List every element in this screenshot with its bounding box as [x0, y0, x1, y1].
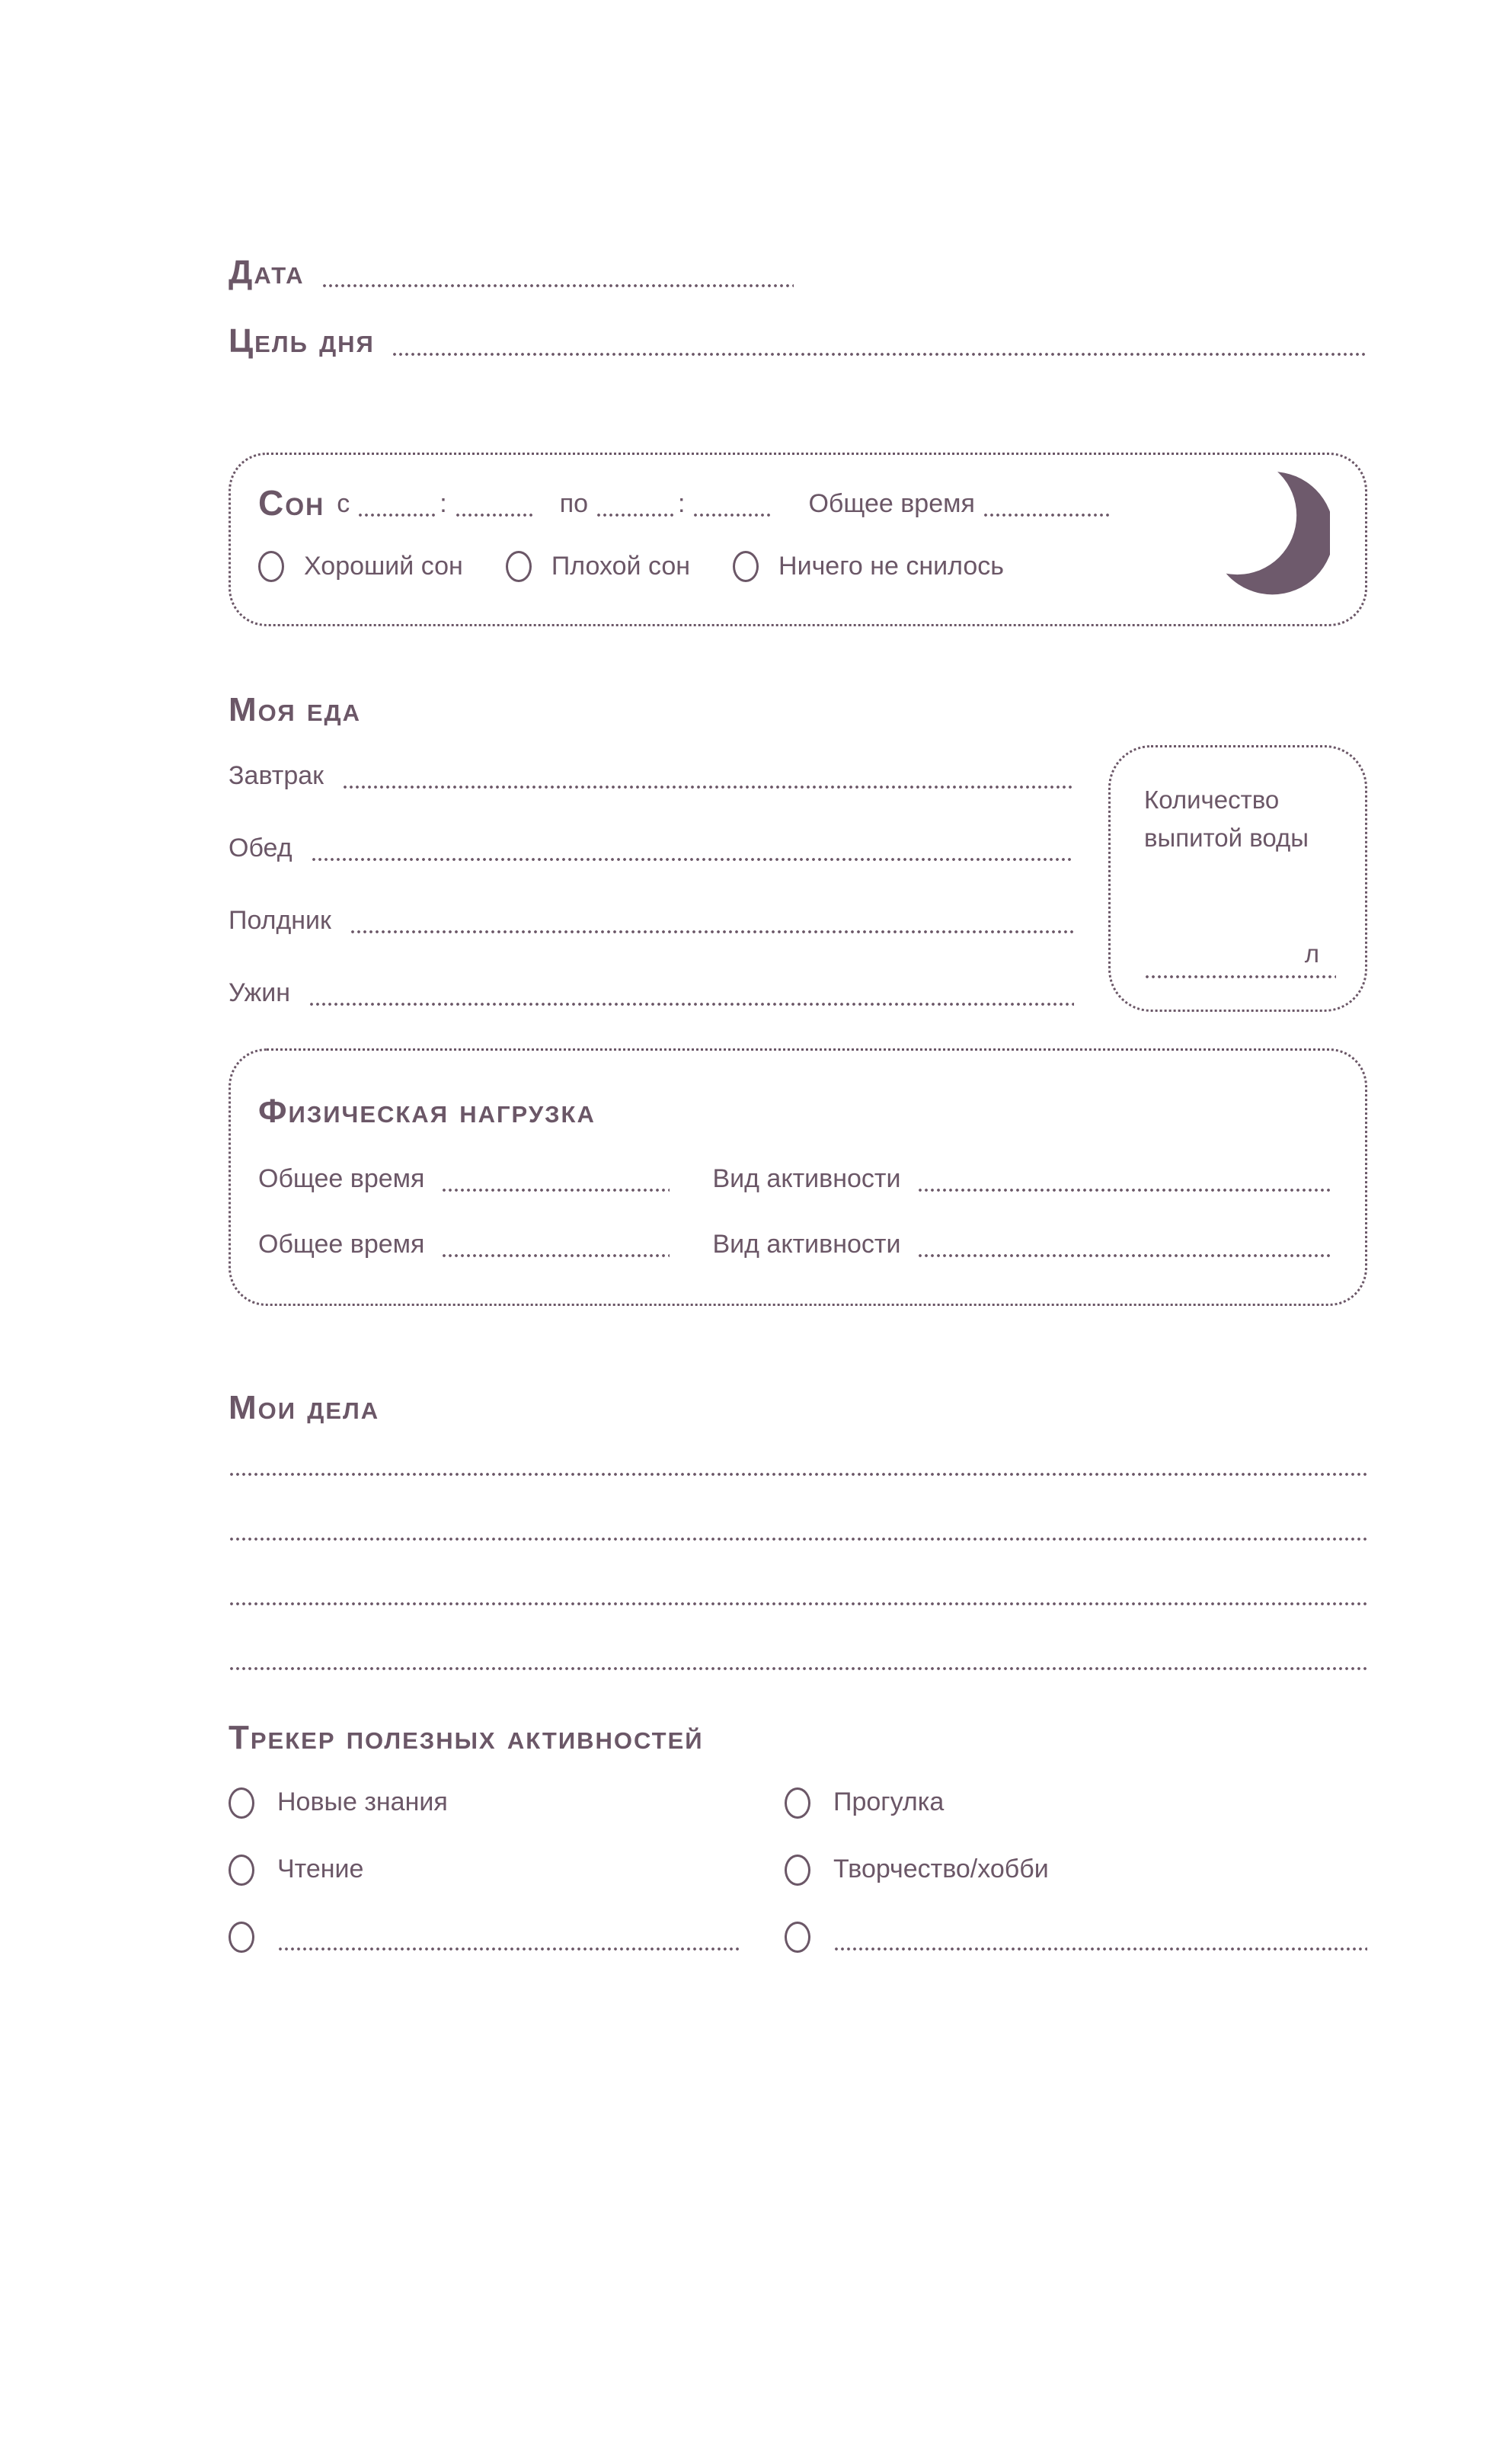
walk-radio[interactable]: [785, 1787, 810, 1819]
sleep-option-good: [258, 551, 463, 582]
activity-type-label: Вид активности: [712, 1229, 901, 1259]
reading-label: Чтение: [277, 1855, 364, 1884]
custom-activity-radio-right[interactable]: [785, 1922, 810, 1953]
activity-time-line-2[interactable]: [441, 1249, 670, 1258]
tracker-item-custom-left: [229, 1919, 785, 1954]
custom-activity-line-left[interactable]: [277, 1942, 742, 1951]
meal-row-snack: [229, 905, 1074, 936]
sleep-to-label: по: [559, 488, 589, 518]
walk-label: Прогулка: [833, 1787, 945, 1817]
daily-planner-page: [229, 256, 1367, 1954]
activity-type-label: Вид активности: [712, 1163, 901, 1193]
sleep-title: Сон: [258, 483, 325, 523]
task-input-line-4[interactable]: [229, 1666, 1367, 1671]
custom-activity-radio-left[interactable]: [229, 1922, 254, 1953]
activity-row-2: [258, 1229, 1330, 1259]
sleep-option-no-dreams: [733, 551, 1004, 582]
tracker-section: [229, 1785, 1367, 1954]
hobby-radio[interactable]: [785, 1855, 810, 1886]
tasks-section: [229, 1472, 1367, 1671]
bad-sleep-label: Плохой сон: [551, 551, 691, 581]
sleep-to-hour-line[interactable]: [596, 508, 673, 517]
task-input-line-1[interactable]: [229, 1472, 1367, 1477]
breakfast-label: Завтрак: [229, 760, 324, 790]
breakfast-input-line[interactable]: [342, 780, 1074, 789]
activity-time-label: Общее время: [258, 1229, 425, 1259]
water-input-line[interactable]: [1144, 970, 1336, 979]
good-sleep-radio[interactable]: [258, 551, 284, 582]
goal-row: [229, 322, 1367, 360]
dinner-label: Ужин: [229, 978, 290, 1007]
food-section: [229, 760, 1367, 1012]
activity-title: Физическая нагрузка: [258, 1093, 596, 1130]
tracker-item-reading: [229, 1852, 785, 1887]
tasks-title: Мои дела: [229, 1389, 380, 1426]
goal-input-line[interactable]: [392, 347, 1367, 357]
date-label: Дата: [229, 254, 305, 291]
goal-label: Цель дня: [229, 322, 375, 360]
snack-input-line[interactable]: [350, 925, 1074, 934]
activity-type-line-1[interactable]: [917, 1183, 1330, 1192]
sleep-to-minute-line[interactable]: [692, 508, 770, 517]
sleep-from-label: с: [337, 488, 350, 518]
lunch-input-line[interactable]: [311, 853, 1074, 862]
tracker-item-custom-right: [785, 1919, 1367, 1954]
water-unit-label: л: [1304, 939, 1319, 968]
sleep-quality-row: [258, 551, 1330, 582]
water-input-area: [1144, 939, 1336, 979]
sleep-total-line[interactable]: [983, 508, 1112, 517]
sleep-section: [229, 453, 1367, 626]
reading-radio[interactable]: [229, 1855, 254, 1886]
activity-time-line-1[interactable]: [441, 1183, 670, 1192]
colon: :: [440, 488, 447, 518]
dinner-input-line[interactable]: [308, 997, 1074, 1006]
date-row: [229, 256, 1367, 290]
colon: :: [678, 488, 686, 518]
custom-activity-line-right[interactable]: [833, 1942, 1367, 1951]
hobby-label: Творчество/хобби: [833, 1855, 1049, 1884]
new-knowledge-radio[interactable]: [229, 1787, 254, 1819]
activity-row-1: [258, 1163, 1330, 1194]
meal-rows: [229, 760, 1074, 1012]
lunch-label: Обед: [229, 833, 292, 862]
meal-row-dinner: [229, 978, 1074, 1008]
tracker-title: Трекер полезных активностей: [229, 1719, 704, 1756]
sleep-time-row: [258, 483, 1330, 523]
new-knowledge-label: Новые знания: [277, 1787, 448, 1817]
activity-section: [229, 1048, 1367, 1306]
water-label: Количество выпитой воды: [1144, 786, 1309, 852]
tracker-item-walk: [785, 1785, 1367, 1820]
task-input-line-2[interactable]: [229, 1537, 1367, 1541]
moon-icon: [1202, 462, 1330, 601]
food-title: Моя еда: [229, 691, 362, 728]
snack-label: Полдник: [229, 905, 331, 935]
meal-row-breakfast: [229, 760, 1074, 791]
water-box: [1108, 745, 1367, 1012]
bad-sleep-radio[interactable]: [506, 551, 532, 582]
activity-time-label: Общее время: [258, 1163, 425, 1193]
sleep-option-bad: [506, 551, 690, 582]
meal-row-lunch: [229, 833, 1074, 863]
sleep-from-minute-line[interactable]: [455, 508, 532, 517]
date-input-line[interactable]: [321, 279, 794, 288]
task-input-line-3[interactable]: [229, 1602, 1367, 1606]
sleep-total-label: Общее время: [808, 488, 975, 518]
activity-type-line-2[interactable]: [917, 1249, 1330, 1258]
sleep-from-hour-line[interactable]: [357, 508, 435, 517]
tracker-item-hobby: [785, 1852, 1367, 1887]
tracker-item-new-knowledge: [229, 1785, 785, 1820]
no-dreams-label: Ничего не снилось: [778, 551, 1004, 581]
good-sleep-label: Хороший сон: [304, 551, 463, 581]
no-dreams-radio[interactable]: [733, 551, 759, 582]
